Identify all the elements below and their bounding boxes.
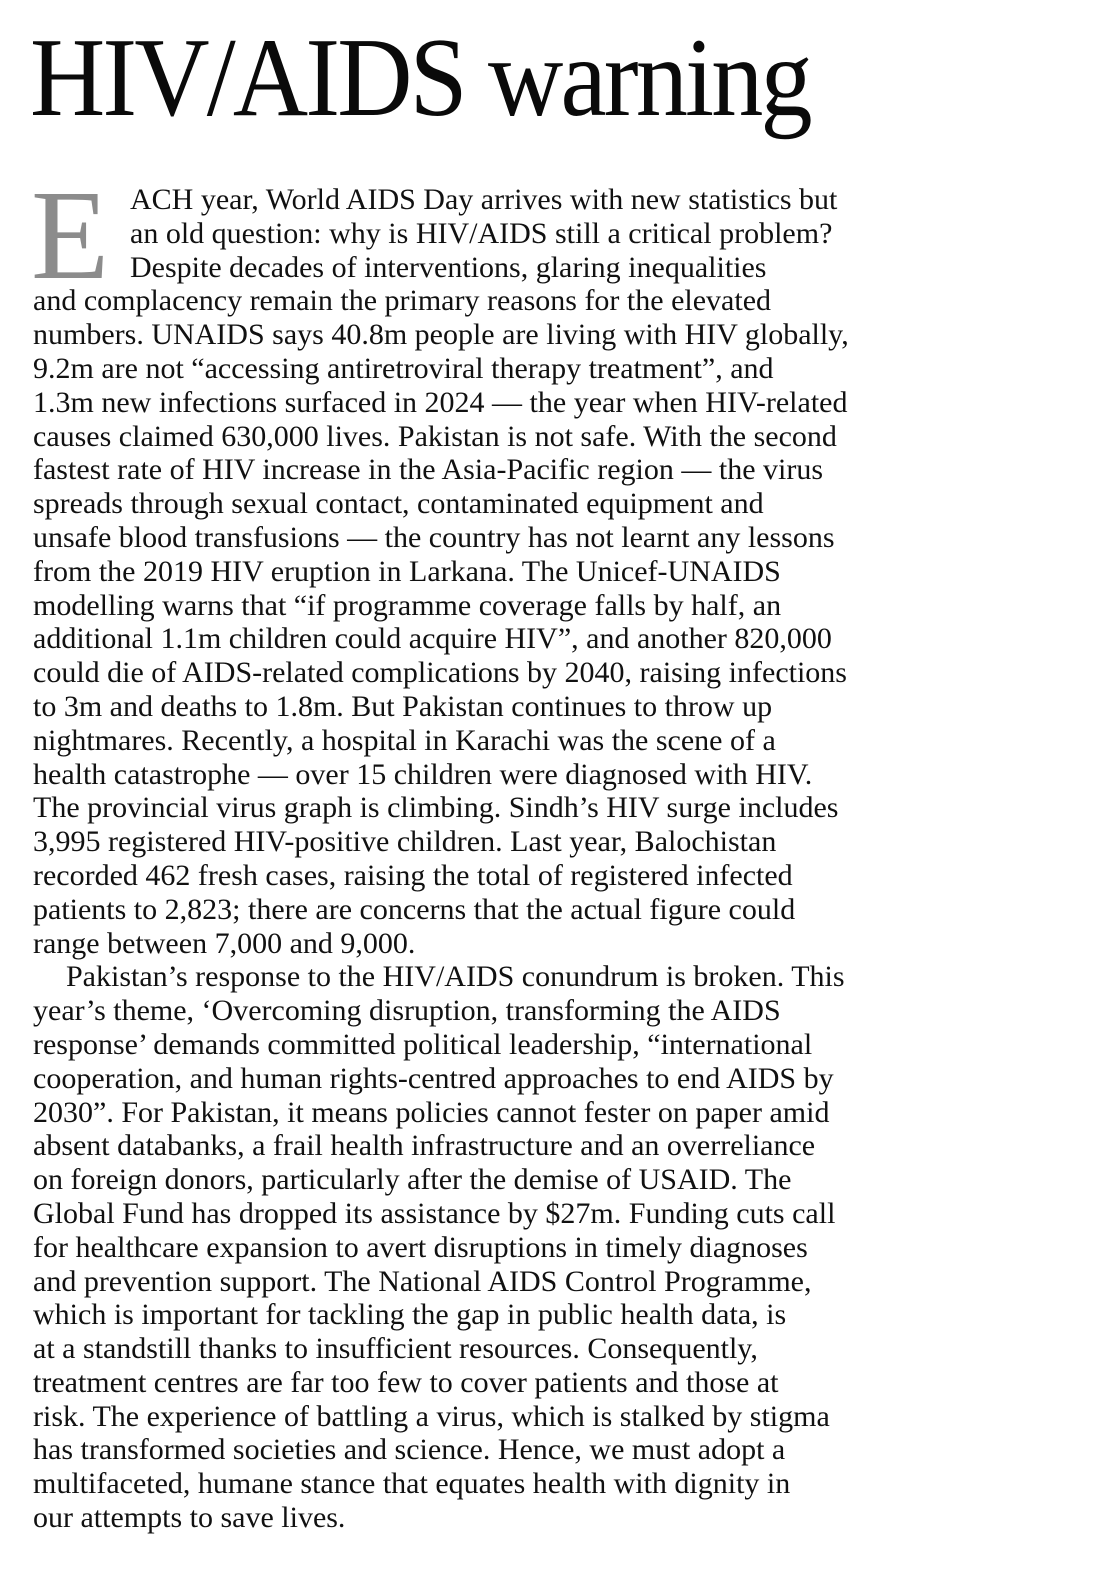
text-line: 1.3m new infections surfaced in 2024 — the year when HIV-related [33,385,848,419]
text-line: risk. The experience of battling a virus, which is stalked by stigma [33,1399,830,1433]
text-line: Despite decades of interventions, glaring inequalities [130,250,767,284]
text-line: an old question: why is HIV/AIDS still a critical problem? [130,216,833,250]
text-line: Pakistan’s response to the HIV/AIDS conundrum is broken. This [66,960,845,994]
text-line: fastest rate of HIV increase in the Asia-Pacific region — the virus [33,453,824,487]
text-line: on foreign donors, particularly after the demise of USAID. The [33,1163,792,1197]
text-line: range between 7,000 and 9,000. [33,926,416,960]
paragraph-1 [31,164,1063,960]
text-line: from the 2019 HIV eruption in Larkana. The Unicef-UNAIDS [33,554,781,588]
text-line: The provincial virus graph is climbing. Sindh’s HIV surge includes [33,791,839,825]
text-line: Global Fund has dropped its assistance by $27m. Funding cuts call [33,1196,836,1230]
text-line: for healthcare expansion to avert disruptions in timely diagnoses [33,1230,808,1264]
text-line: 9.2m are not “accessing antiretroviral therapy treatment”, and [33,351,774,385]
text-line: numbers. UNAIDS says 40.8m people are living with HIV globally, [33,318,849,352]
text-line: 3,995 registered HIV-positive children. Last year, Balochistan [33,825,777,859]
text-line: additional 1.1m children could acquire HIV”, and another 820,000 [33,622,832,656]
text-line: and complacency remain the primary reasons for the elevated [33,284,772,318]
article-body [31,164,1063,1535]
text-line: multifaceted, humane stance that equates health with dignity in [33,1467,791,1501]
text-line: causes claimed 630,000 lives. Pakistan is not safe. With the second [33,419,837,453]
paragraph-2 [33,960,1063,1535]
text-line: modelling warns that “if programme coverage falls by half, an [33,588,782,622]
text-line: absent databanks, a frail health infrastructure and an overreliance [33,1129,816,1163]
headline: HIV/AIDS warning [30,16,810,140]
text-line: health catastrophe — over 15 children were diagnosed with HIV. [33,757,813,791]
text-line: response’ demands committed political leadership, “international [33,1027,813,1061]
text-line: cooperation, and human rights-centred approaches to end AIDS by [33,1061,834,1095]
text-line: has transformed societies and science. Hence, we must adopt a [33,1433,786,1467]
text-line: and prevention support. The National AIDS Control Programme, [33,1264,812,1298]
text-line: patients to 2,823; there are concerns that the actual figure could [33,892,796,926]
text-line: ACH year, World AIDS Day arrives with new statistics but [130,183,838,216]
text-line: to 3m and deaths to 1.8m. But Pakistan continues to throw up [33,689,773,723]
text-line: could die of AIDS-related complications by 2040, raising infections [33,656,847,690]
text-line: our attempts to save lives. [33,1501,346,1535]
text-line: 2030”. For Pakistan, it means policies cannot fester on paper amid [33,1095,830,1129]
text-line: spreads through sexual contact, contaminated equipment and [33,487,764,521]
text-line: unsafe blood transfusions — the country has not learnt any lessons [33,520,835,554]
text-line: which is important for tackling the gap in public health data, is [33,1298,787,1332]
text-line: at a standstill thanks to insufficient resources. Consequently, [33,1332,758,1366]
text-line: nightmares. Recently, a hospital in Karachi was the scene of a [33,723,776,757]
text-line: recorded 462 fresh cases, raising the total of registered infected [33,858,793,892]
text-line: treatment centres are far too few to cover patients and those at [33,1365,779,1399]
text-line: year’s theme, ‘Overcoming disruption, transforming the AIDS [33,994,781,1028]
drop-cap: E [31,164,110,306]
